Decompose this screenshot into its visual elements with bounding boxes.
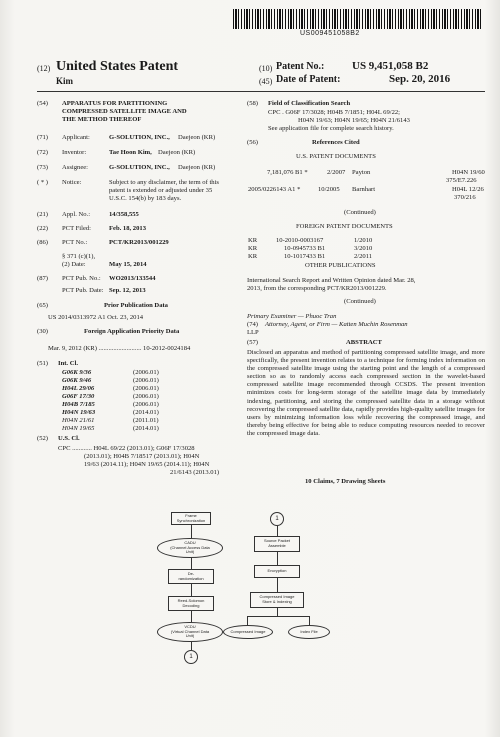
f72-code: (72)	[37, 149, 48, 156]
us-cl-heading: U.S. Cl.	[58, 435, 80, 442]
intcl-date: (2006.01)	[133, 385, 159, 392]
foreign-docs-heading: FOREIGN PATENT DOCUMENTS	[296, 223, 393, 230]
header-rule	[37, 91, 485, 92]
foreign-doc-country: KR	[248, 237, 258, 244]
intcl-date: (2011.01)	[133, 417, 159, 424]
intcl-code: H04N 21/61	[62, 417, 95, 424]
other-pub-line-1: International Search Report and Written Opinion dated Mar. 28,	[247, 277, 416, 284]
branch-line	[247, 616, 309, 617]
f54-code: (54)	[37, 100, 48, 107]
us-patent-docs-heading: U.S. PATENT DOCUMENTS	[296, 153, 376, 160]
vcdu-oval: VCDU (Virtual Channel Data Unit)	[157, 622, 223, 642]
us-doc-number: 7,181,076 B1 *	[267, 169, 308, 176]
cpc-line-2: (2013.01); H04B 7/18517 (2013.01); H04N	[84, 453, 200, 460]
foreign-doc-date: 2/2011	[354, 253, 373, 260]
assignee-value: G-SOLUTION, INC.,	[109, 164, 170, 171]
assignee-place: Daejeon (KR)	[178, 164, 216, 171]
us-doc-number: 2005/0226143 A1 *	[248, 186, 301, 193]
other-pub-line-2: 2013, from the corresponding PCT/KR2013/001229.	[247, 285, 387, 292]
intcl-code: H04N 19/65	[62, 425, 95, 432]
barcode	[233, 9, 483, 29]
prior-pub-value: US 2014/0313972 A1 Oct. 23, 2014	[48, 314, 144, 321]
foreign-doc-number: 10-1017433 B1	[284, 253, 326, 260]
f58-code: (58)	[247, 100, 258, 107]
intcl-date: (2006.01)	[133, 401, 159, 408]
foreign-doc-country: KR	[248, 253, 258, 260]
intcl-date: (2014.01)	[133, 425, 159, 432]
applicant-value: G-SOLUTION, INC.,	[109, 134, 170, 141]
us-doc-name: Barnhart	[352, 186, 376, 193]
us-doc-name: Payton	[352, 169, 371, 176]
pct-filed-value: Feb. 18, 2013	[109, 225, 146, 232]
compressed-image-oval: Compressed Image	[223, 625, 273, 639]
patent-no-code: (10)	[259, 64, 273, 73]
us-doc-date: 2/2007	[327, 169, 346, 176]
encryption-box: Encryption	[254, 565, 300, 578]
intcl-code: H04B 7/185	[62, 401, 95, 408]
arrow-line	[191, 584, 192, 596]
f51-code: (51)	[37, 360, 48, 367]
source-packet-box: Source Packet Assemble	[254, 536, 300, 552]
arrow-line	[191, 558, 192, 569]
pct-pub-no-value: WO2013/133544	[109, 275, 156, 282]
date-label: Date of Patent:	[276, 74, 341, 85]
foreign-priority-value: Mar. 9, 2012 (KR) .......................... 10-2012-0024184	[48, 345, 191, 352]
inventor-place: Daejeon (KR)	[158, 149, 196, 156]
cadu-oval: CADU (Channel Access Data Unit)	[157, 538, 223, 558]
s371-value: May 15, 2014	[109, 261, 147, 268]
int-cl-heading: Int. Cl.	[58, 360, 78, 367]
applicant-place: Daejeon (KR)	[178, 134, 216, 141]
attorney-line-1: Attorney, Agent, or Firm — Katten Muchin Rosenman	[265, 321, 408, 328]
arrow-line	[277, 552, 278, 565]
connector-top: 1	[270, 512, 284, 526]
f87-code: (87)	[37, 275, 48, 282]
f74-code: (74)	[247, 321, 258, 328]
intcl-date: (2014.01)	[133, 409, 159, 416]
pct-pub-no-label: PCT Pub. No.:	[62, 275, 101, 282]
cpc-line-4: 21/6143 (2013.01)	[170, 469, 220, 476]
foreign-doc-number: 10-0945733 B1	[284, 245, 326, 252]
index-file-oval: Index File	[288, 625, 330, 639]
pct-pub-date-label: PCT Pub. Date:	[62, 287, 104, 294]
notice-line-2: patent is extended or adjusted under 35	[109, 187, 213, 194]
pct-no-label: PCT No.:	[62, 239, 88, 246]
arrow-line	[277, 526, 278, 536]
intcl-code: G06K 9/36	[62, 369, 92, 376]
notice-label: Notice:	[62, 179, 82, 186]
other-publications-heading: OTHER PUBLICATIONS	[305, 262, 376, 269]
field-search-line-1: CPC . G06F 17/3028; H04B 7/1851; H04L 69/22;	[268, 109, 401, 116]
f52-code: (52)	[37, 435, 48, 442]
reed-solomon-box: Reed-Solomon Decoding	[168, 596, 214, 611]
primary-examiner: Primary Examiner — Phuoc Tran	[247, 313, 337, 320]
intcl-code: G06F 17/30	[62, 393, 95, 400]
arrow-line	[191, 525, 192, 538]
cpc-line-3: 19/63 (2014.11); H04N 19/65 (2014.11); H04N	[84, 461, 210, 468]
arrow-line	[277, 578, 278, 592]
us-doc-class-2: 375/E7.226	[446, 177, 477, 184]
abstract-heading: ABSTRACT	[346, 339, 382, 346]
f65-code: (65)	[37, 302, 48, 309]
kind-code: (12)	[37, 64, 51, 73]
date-code: (45)	[259, 77, 273, 86]
assignee-label: Assignee:	[62, 164, 89, 171]
foreign-doc-country: KR	[248, 245, 258, 252]
f73-code: (73)	[37, 164, 48, 171]
title-line-3: THE METHOD THEREOF	[62, 116, 142, 123]
pct-pub-date-value: Sep. 12, 2013	[109, 287, 146, 294]
foreign-doc-date: 1/2010	[354, 237, 373, 244]
title-line-1: APPARATUS FOR PARTITIONING	[62, 100, 168, 107]
field-search-line-2: H04N 19/63; H04N 19/65; H04N 21/6143	[298, 117, 410, 124]
arrow-line	[247, 616, 248, 625]
inventor-value: Tae Hoon Kim,	[109, 149, 152, 156]
intcl-date: (2006.01)	[133, 377, 159, 384]
f57-code: (57)	[247, 339, 258, 346]
continued-1: (Continued)	[344, 209, 376, 216]
arrow-line	[191, 642, 192, 650]
s371-line-1: § 371 (c)(1),	[62, 253, 96, 260]
abstract-body: Disclosed an apparatus and method of partitioning compressed satellite image, and more specifically, the present invention relates to a technique for forming index information on the compressed satellite image using the starting point and the length of a compressed section so as to randomly access each compressed section in the wavelet-based compressed satellite image recommended through CCSDS. The present invention minimizes costs for long-term storage of the satellite image data by immediately indexing, partitioning, and storing the compressed satellite data in a storage without recovering the compressed satellite data, rapidly provides high-quality satellite images for users by minimizing information loss while recovering the compressed image, and thereby being effective for being able to reduce computing resources needed to recover the compressed image data.	[247, 349, 485, 437]
foreign-priority-heading: Foreign Application Priority Data	[84, 328, 180, 335]
arrow-line	[191, 611, 192, 622]
f86-code: (86)	[37, 239, 48, 246]
patent-title-header: United States Patent	[56, 59, 179, 74]
arrow-line	[309, 616, 310, 625]
f30-code: (30)	[37, 328, 48, 335]
intcl-code: H04N 19/63	[62, 409, 96, 416]
inventor-label: Inventor:	[62, 149, 87, 156]
store-index-box: Compressed Image Store & Indexing	[250, 592, 304, 608]
patent-no-value: US 9,451,058 B2	[352, 60, 429, 72]
f21-code: (21)	[37, 211, 48, 218]
cpc-line-1: CPC ............ H04L 69/22 (2013.01); G06F 17/3028	[58, 445, 195, 452]
us-doc-date: 10/2005	[318, 186, 340, 193]
date-value: Sep. 20, 2016	[389, 73, 451, 85]
title-line-2: COMPRESSED SATELLITE IMAGE AND	[62, 108, 187, 115]
claims-sheets: 10 Claims, 7 Drawing Sheets	[305, 478, 386, 485]
s371-line-2: (2) Date:	[62, 261, 86, 268]
prior-pub-heading: Prior Publication Data	[104, 302, 168, 309]
pct-filed-label: PCT Filed:	[62, 225, 92, 232]
us-doc-class-2: 370/216	[454, 194, 476, 201]
arrow-line	[277, 608, 278, 616]
us-doc-class: H04L 12/26	[452, 186, 484, 193]
intcl-date: (2006.01)	[133, 369, 159, 376]
connector-bottom: 1	[184, 650, 198, 664]
intcl-code: G06K 9/46	[62, 377, 92, 384]
frame-sync-box: Frame Synchronization	[171, 512, 211, 525]
notice-line-1: Subject to any disclaimer, the term of this	[109, 179, 219, 186]
f71-code: (71)	[37, 134, 48, 141]
notice-code: ( * )	[37, 179, 48, 186]
patent-no-label: Patent No.:	[276, 61, 325, 72]
intcl-code: H04L 29/06	[62, 385, 95, 392]
foreign-doc-date: 3/2010	[354, 245, 373, 252]
references-heading: References Cited	[312, 139, 360, 146]
appl-no-label: Appl. No.:	[62, 211, 91, 218]
continued-2: (Continued)	[344, 298, 376, 305]
field-search-heading: Field of Classification Search	[268, 100, 351, 107]
notice-line-3: U.S.C. 154(b) by 183 days.	[109, 195, 182, 202]
pct-no-value: PCT/KR2013/001229	[109, 239, 169, 246]
us-doc-class: H04N 19/60	[452, 169, 485, 176]
f22-code: (22)	[37, 225, 48, 232]
field-search-line-3: See application file for complete search history.	[268, 125, 394, 132]
appl-no-value: 14/358,555	[109, 211, 139, 218]
derandomization-box: De- randomization	[168, 569, 214, 584]
inventor-short: Kim	[56, 76, 73, 86]
applicant-label: Applicant:	[62, 134, 90, 141]
attorney-line-2: LLP	[247, 329, 259, 336]
intcl-date: (2006.01)	[133, 393, 159, 400]
f56-code: (56)	[247, 139, 258, 146]
barcode-number: US009451058B2	[300, 30, 360, 37]
foreign-doc-number: 10-2010-0003167	[276, 237, 324, 244]
